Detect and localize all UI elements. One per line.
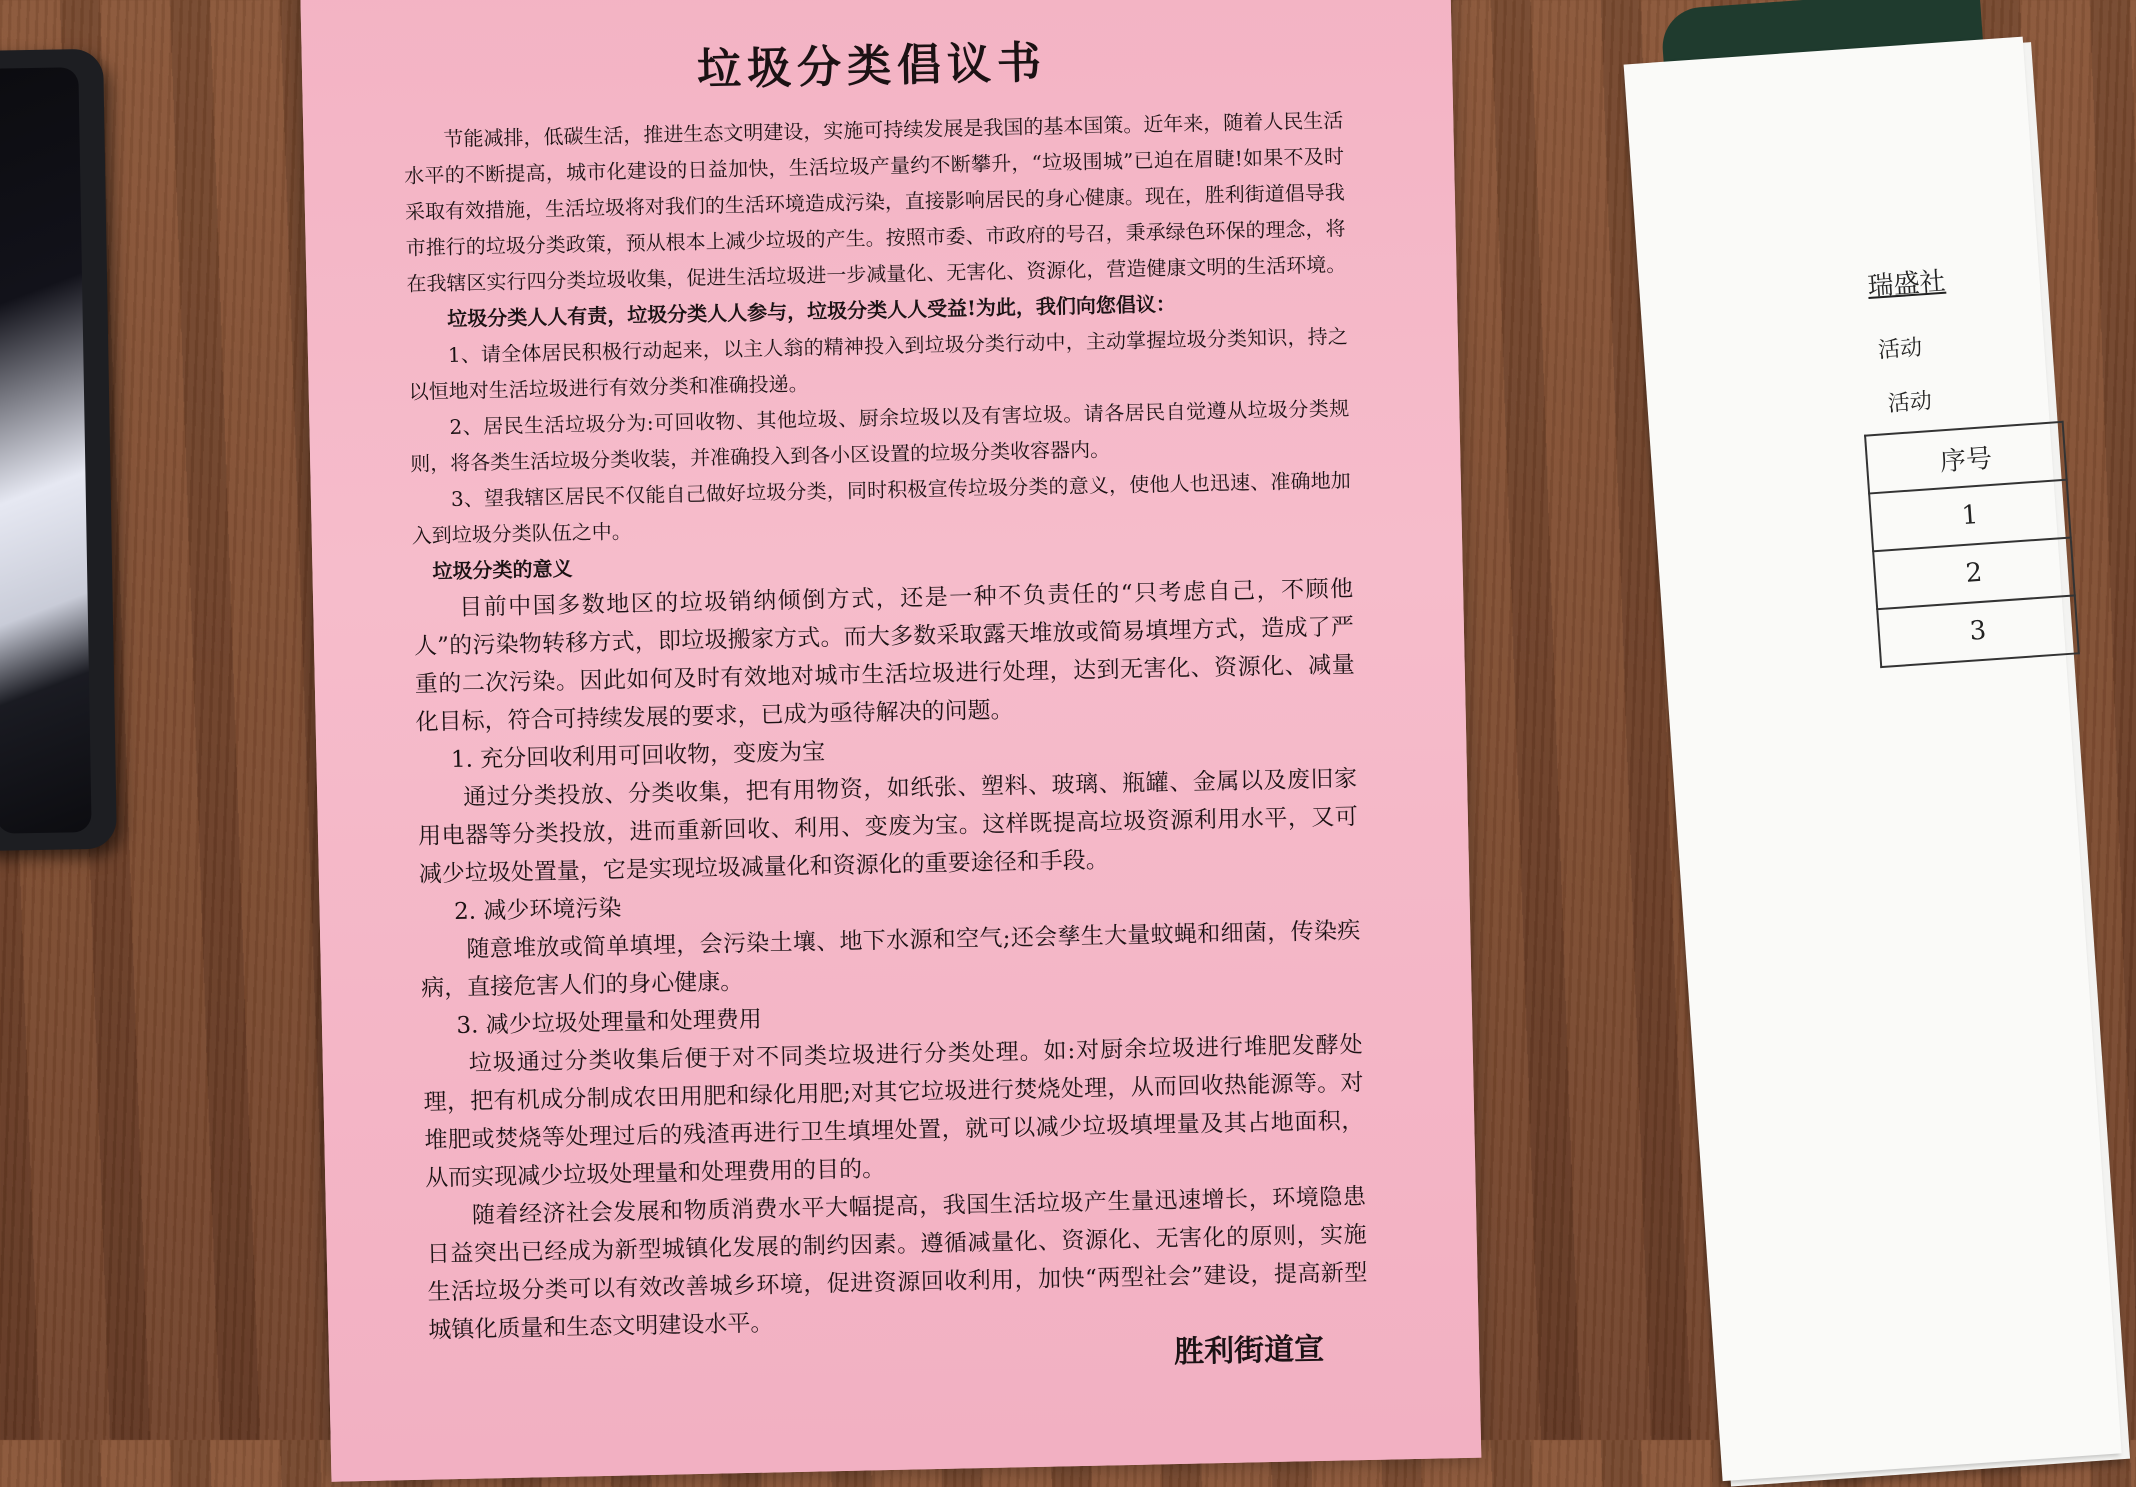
- signature: 胜利街道宣: [1173, 1331, 1325, 1371]
- side-paper-stack: [1632, 42, 2130, 1486]
- closing-paragraph: 随着经济社会发展和物质消费水平大幅提高，我国生活垃圾产生量迅速增长，环境隐患日益突出已经成为新型城镇化发展的制约因素。遵循减量化、资源化、无害化的原则，实施生活垃圾分类可以有效改善城乡环境，促进资源回收利用，加快“两型社会”建设，提高新型城镇化质量和生态文明建设水平。: [426, 1183, 1368, 1344]
- flyer-sheet: [300, 0, 1481, 1482]
- side-paper-line: 活动: [1887, 388, 1933, 417]
- intro-paragraph: 节能减排，低碳生活，推进生态文明建设，实施可持续发展是我国的基本国策。近年来，随着人民生活水平的不断提高，城市化建设的日益加快，生活垃圾产量约不断攀升，“垃圾围城”已迫在眉睫!如果不及时采取有效措施，生活垃圾将对我们的生活环境造成污染，直接影响居民的身心健康。现在，胜利街道倡导我市推行的垃圾分类政策，预从根本上减少垃圾的产生。按照市委、市政府的号召，秉承绿色环保的理念，将在我辖区实行四分类垃圾收集，促进生活垃圾进一步减量化、无害化、资源化，营造健康文明的生活环境。: [403, 108, 1347, 296]
- table-header-cell: 序号: [1865, 422, 2067, 494]
- meaning-intro: 目前中国多数地区的垃圾销纳倾倒方式，还是一种不负责任的“只考虑自己，不顾他人”的污染物转移方式，即垃圾搬家方式。而大多数采取露天堆放或简易填埋方式，造成了严重的二次污染。因此如何及时有效地对城市生活垃圾进行处理，达到无害化、资源化、减量化目标，符合可持续发展的要求，已成为亟待解决的问题。: [413, 576, 1355, 736]
- table-cell: 1: [1869, 480, 2071, 552]
- point-body: 随意堆放或简单填埋，会污染土壤、地下水源和空气;还会孳生大量蚊蝇和细菌，传染疾病，直接危害人们的身心健康。: [420, 918, 1361, 1002]
- proposal-item: 1、请全体居民积极行动起来，以主人翁的精神投入到垃圾分类行动中，主动掌握垃圾分类知识，持之以恒地对生活垃圾进行有效分类和准确投递。: [408, 324, 1349, 404]
- phone-screen: [0, 67, 92, 834]
- point-body: 通过分类投放、分类收集，把有用物资，如纸张、塑料、玻璃、瓶罐、金属以及废旧家用电器等分类投放，进而重新回收、利用、变废为宝。这样既提高垃圾资源利用水平，又可减少垃圾处置量，它是实现垃圾减量化和资源化的重要途径和手段。: [417, 766, 1359, 888]
- call-paragraph: 垃圾分类人人有责，垃圾分类人人参与，垃圾分类人人受益!为此，我们向您倡议：: [446, 291, 1177, 332]
- proposal-item: 2、居民生活垃圾分为:可回收物、其他垃圾、厨余垃圾以及有害垃圾。请各居民自觉遵从垃圾分类规则，将各类生活垃圾分类收装，并准确投入到各小区设置的垃圾分类收容器内。: [409, 396, 1350, 476]
- point-title: 2. 减少环境污染: [453, 895, 622, 926]
- side-paper-table: [1864, 421, 2080, 668]
- proposal-item: 3、望我辖区居民不仅能自己做好垃圾分类，同时积极宣传垃圾分类的意义，使他人也迅速、准确地加入到垃圾分类队伍之中。: [411, 468, 1352, 548]
- point-title: 3. 减少垃圾处理量和处理费用: [456, 1006, 762, 1039]
- flyer-title: 垃圾分类倡议书: [696, 37, 1048, 96]
- point-body: 垃圾通过分类收集后便于对不同类垃圾进行分类处理。如:对厨余垃圾进行堆肥发酵处理，把有机成分制成农田用肥和绿化用肥;对其它垃圾进行焚烧处理，从而回收热能源等。对堆肥或焚烧等处理过后的残渣再进行卫生填埋处置，就可以减少垃圾填埋量及其占地面积，从而实现减少垃圾处理量和处理费用的目的。: [423, 1032, 1365, 1192]
- table-cell: 3: [1877, 595, 2079, 667]
- point-title: 1. 充分回收利用可回收物，变废为宝: [450, 739, 826, 774]
- flyer-content: [401, 20, 1368, 1349]
- side-paper-line: 活动: [1877, 335, 1923, 364]
- phone: [0, 49, 117, 851]
- meaning-heading: 垃圾分类的意义: [432, 556, 573, 584]
- side-paper-heading: 瑞盛社: [1866, 266, 1947, 303]
- table-cell: 2: [1873, 538, 2075, 610]
